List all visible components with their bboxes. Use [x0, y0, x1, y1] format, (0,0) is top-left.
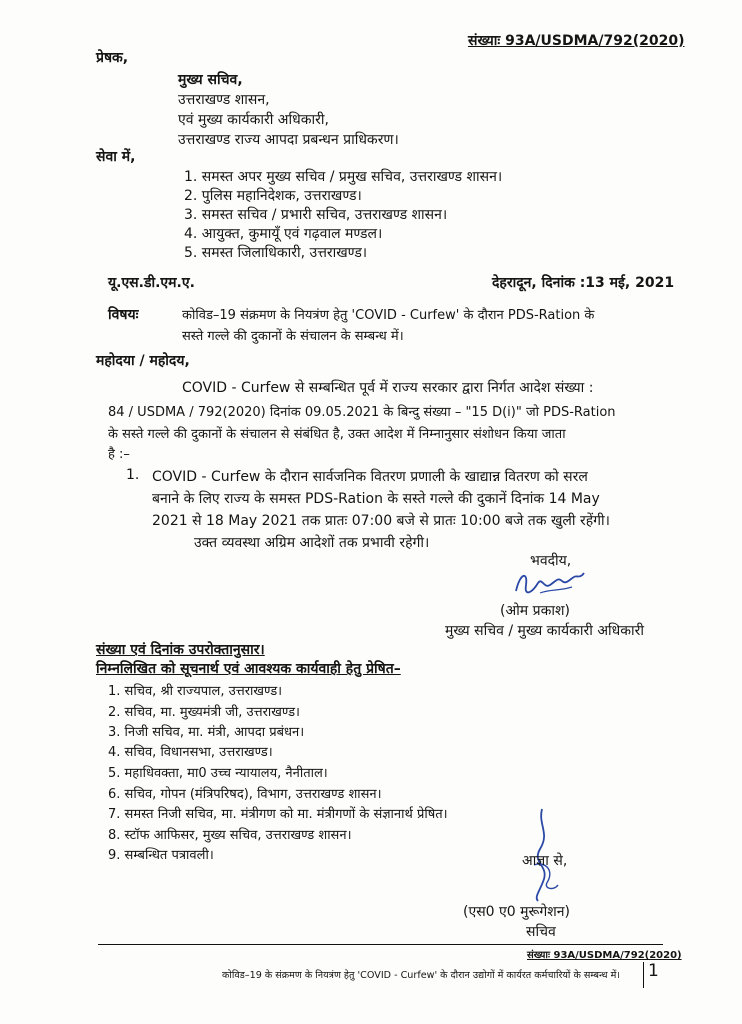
recipient-item: 4. आयुक्त, कुमायूँ एवं गढ़वाल मण्डल।: [184, 226, 383, 242]
copy-item: 1. सचिव, श्री राज्यपाल, उत्तराखण्ड।: [108, 684, 283, 699]
copy-item: 2. सचिव, मा. मुख्यमंत्री जी, उत्तराखण्ड।: [108, 705, 300, 720]
recipients-label: सेवा में,: [96, 149, 136, 165]
recipient-item: 1. समस्त अपर मुख्य सचिव / प्रमुख सचिव, उत्तराखण्ड शासन।: [184, 169, 503, 185]
recipient-item: 2. पुलिस महानिदेशक, उत्तराखण्ड।: [184, 188, 362, 204]
body-line: COVID - Curfew से सम्बन्धित पूर्व में राज्य सरकार द्वारा निर्गत आदेश संख्या :: [182, 380, 594, 396]
secretary-name: (एस0 ए0 मुरूगेशन): [463, 904, 571, 920]
body-line: है :–: [108, 447, 130, 462]
signatory-name: (ओम प्रकाश): [500, 603, 570, 619]
sender-line: उत्तराखण्ड राज्य आपदा प्रबन्धन प्राधिकरण।: [178, 132, 399, 148]
recipient-item: 3. समस्त सचिव / प्रभारी सचिव, उत्तराखण्ड शासन।: [184, 207, 448, 223]
copy-item: 6. सचिव, गोपन (मंत्रिपरिषद), विभाग, उत्तराखण्ड शासन।: [108, 787, 382, 802]
secretary-designation: सचिव: [526, 924, 556, 940]
footer-description: कोविड–19 के संक्रमण के नियत्रंण हेतु 'COVID - Curfew' के दौरान उद्योगों में कार्यरत कर्मचारियों के सम्बन्ध में।: [222, 970, 620, 981]
body-line: 84 / USDMA / 792(2020) दिनांक 09.05.2021 के बिन्दु संख्या – "15 D(i)" जो PDS-Ration: [108, 405, 616, 420]
subject-line: कोविड–19 संक्रमण के नियत्रंण हेतु 'COVID - Curfew' के दौरान PDS-Ration के: [182, 308, 595, 323]
copy-item: 9. सम्बन्धित पत्रावली।: [108, 848, 214, 863]
closing-remark: उक्त व्यवस्था अग्रिम आदेशों तक प्रभावी रहेगी।: [194, 535, 430, 551]
subject-line: सस्ते गल्ले की दुकानों के संचालन के सम्बन्ध में।: [182, 329, 404, 344]
copy-item: 8. स्टॉफ आफिसर, मुख्य सचिव, उत्तराखण्ड शासन।: [108, 828, 352, 843]
footer-reference: संख्याः 93A/USDMA/792(2020): [527, 950, 682, 961]
copy-item: 4. सचिव, विधानसभा, उत्तराखण्ड।: [108, 745, 273, 760]
signature-om-prakash: [510, 563, 590, 603]
footer-divider: [643, 962, 644, 988]
sender-line: एवं मुख्य कार्यकारी अधिकारी,: [178, 112, 329, 128]
sender-line: मुख्य सचिव,: [178, 72, 243, 88]
department-code: यू.एस.डी.एम.ए.: [108, 275, 195, 291]
subject-label: विषयः: [108, 307, 139, 323]
valediction: भवदीय,: [530, 553, 572, 569]
date-line: देहरादून, दिनांक :13 मई, 2021: [492, 275, 675, 291]
sender-line: उत्तराखण्ड शासन,: [178, 92, 270, 108]
sender-label: प्रेषक,: [96, 50, 129, 66]
reference-number: संख्याः 93A/USDMA/792(2020): [468, 33, 685, 49]
copy-reference: संख्या एवं दिनांक उपरोक्तानुसार।: [96, 642, 265, 658]
salutation: महोदया / महोदय,: [96, 353, 190, 369]
point-number: 1.: [126, 467, 140, 483]
copy-item: 7. समस्त निजी सचिव, मा. मंत्रीगण को मा. मंत्रीगणों के संज्ञानार्थ प्रेषित।: [108, 807, 448, 822]
point-line: COVID - Curfew के दौरान सार्वजनिक वितरण प्रणाली के खाद्यान्न वितरण को सरल: [152, 469, 588, 485]
signatory-designation: मुख्य सचिव / मुख्य कार्यकारी अधिकारी: [445, 623, 644, 639]
body-line: के सस्ते गल्ले की दुकानों के संचालन से संबंधित है, उक्त आदेश में निम्नानुसार संशोधन किया जाता: [108, 427, 566, 442]
copy-heading: निम्नलिखित को सूचनार्थ एवं आवश्यक कार्यवाही हेतु प्रेषित–: [96, 661, 401, 677]
page-number: 1: [648, 961, 659, 981]
copy-item: 3. निजी सचिव, मा. मंत्री, आपदा प्रबंधन।: [108, 725, 305, 740]
point-line: 2021 से 18 May 2021 तक प्रातः 07:00 बजे से प्रातः 10:00 बजे तक खुली रहेंगी।: [152, 513, 610, 529]
footer-rule: [98, 944, 663, 945]
point-line: बनाने के लिए राज्य के समस्त PDS-Ration के सस्ते गल्ले की दुकानें दिनांक 14 May: [152, 491, 600, 507]
copy-item: 5. महाधिवक्ता, मा0 उच्च न्यायालय, नैनीताल।: [108, 766, 328, 781]
order-closing: आज्ञा से,: [522, 853, 568, 869]
recipient-item: 5. समस्त जिलाधिकारी, उत्तराखण्ड।: [184, 245, 368, 261]
